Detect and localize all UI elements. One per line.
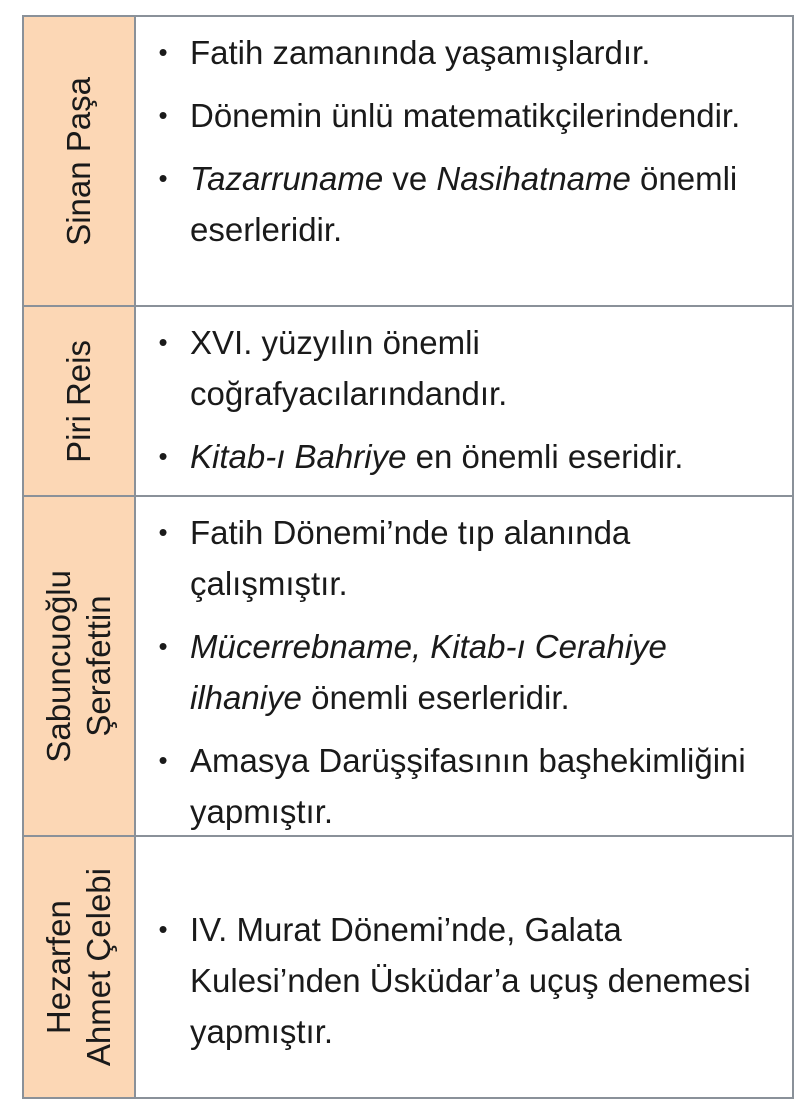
list-item: [136, 621, 776, 723]
list-item: [136, 153, 776, 255]
bullet-icon: •: [158, 745, 168, 775]
scholar-name: [59, 77, 99, 246]
info-cell: [136, 497, 792, 835]
list-item-text: Mücerrebname, Kitab-ı Cerahiye ilhaniye önemli eserleridir.: [190, 628, 667, 716]
list-item: [136, 90, 776, 141]
scholar-name: [39, 570, 119, 763]
list-item: [136, 507, 776, 609]
scholar-name: [59, 340, 99, 463]
scholar-name-line: Piri Reis: [60, 339, 97, 463]
list-item-text: Fatih Dönemi’nde tıp alanında çalışmıştır.: [190, 514, 631, 602]
scholar-name-line: Sinan Paşa: [60, 76, 97, 246]
name-cell: [24, 17, 136, 305]
scholars-table: [22, 15, 794, 1099]
name-cell: [24, 307, 136, 495]
table-row: [24, 837, 792, 1097]
bullet-icon: •: [158, 441, 168, 471]
list-item: [136, 735, 776, 837]
info-cell: [136, 837, 792, 1097]
scholar-name-line: Şerafettin: [80, 595, 117, 737]
name-cell: [24, 497, 136, 835]
list-item-text: IV. Murat Dönemi’nde, Galata Kulesi’nden Üsküdar’a uçuş denemesi yapmıştır.: [190, 910, 751, 1050]
bullet-icon: •: [158, 631, 168, 661]
info-cell: [136, 17, 792, 305]
list-item: [136, 27, 776, 78]
bullet-icon: •: [158, 100, 168, 130]
scholar-name-line: Ahmet Çelebi: [80, 867, 117, 1067]
bullet-icon: •: [158, 37, 168, 67]
list-item: [136, 317, 776, 419]
list-item-text: Dönemin ünlü matematikçilerindendir.: [190, 97, 741, 134]
bullet-icon: •: [158, 163, 168, 193]
info-cell: [136, 307, 792, 495]
list-item-text: XVI. yüzyılın önemli coğrafyacılarındandır.: [190, 324, 508, 412]
list-item-text: Kitab-ı Bahriye en önemli eseridir.: [190, 438, 684, 475]
scholar-name-line: Sabuncuoğlu: [40, 569, 77, 763]
list-item-text: Tazarruname ve Nasihatname önemli eserleridir.: [190, 160, 738, 248]
list-item: [136, 431, 776, 482]
list-item: [136, 904, 776, 1057]
table-row: [24, 497, 792, 837]
scholar-name: [39, 868, 119, 1066]
table-row: [24, 307, 792, 497]
name-cell: [24, 837, 136, 1097]
bullet-icon: •: [158, 517, 168, 547]
bullet-icon: •: [158, 327, 168, 357]
scholar-name-line: Hezarfen: [40, 900, 77, 1034]
list-item-text: Amasya Darüşşifasının başhekimliğini yapmıştır.: [190, 742, 746, 830]
bullet-icon: •: [158, 913, 168, 944]
table-row: [24, 17, 792, 307]
list-item-text: Fatih zamanında yaşamışlardır.: [190, 34, 651, 71]
